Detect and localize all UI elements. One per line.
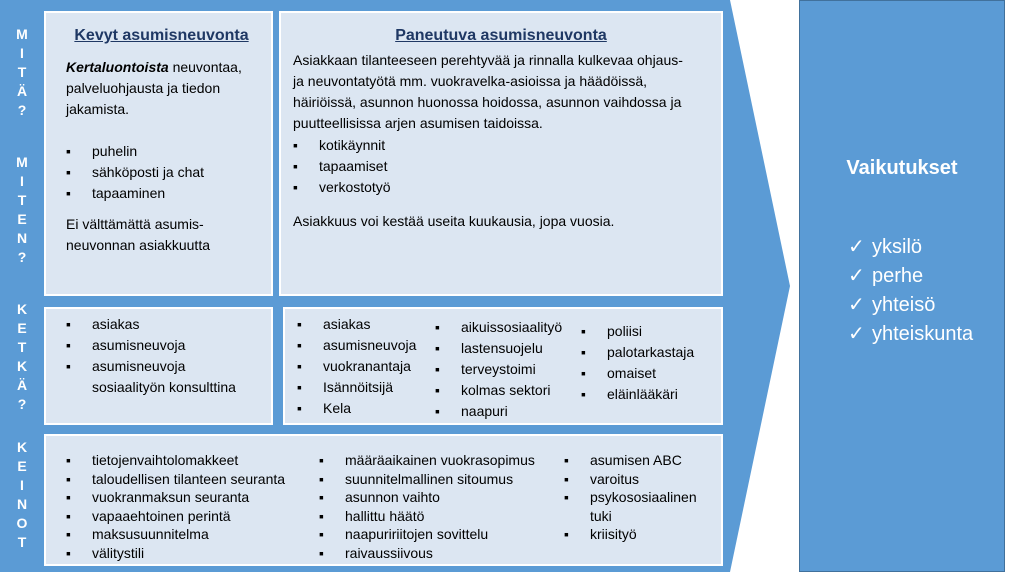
side-label-char: Ä	[16, 377, 28, 393]
list-item: ▪ tietojenvaihtolomakkeet	[66, 451, 285, 470]
effect-label: perhe	[872, 265, 924, 287]
who-deep-col1	[297, 314, 416, 419]
list-item: ▪ kriisityö	[564, 525, 704, 544]
side-label-char: N	[16, 230, 28, 246]
means-col2	[319, 451, 535, 562]
side-label-char: M	[16, 154, 28, 170]
effects-title: Vaikutukset	[846, 157, 958, 179]
side-label-char: K	[16, 301, 28, 317]
list-item: ▪ määräaikainen vuokrasopimus	[319, 451, 535, 470]
list-item: ▪ maksusuunnitelma	[66, 525, 285, 544]
deep-counseling-note: Asiakkuus voi kestää useita kuukausia, jopa vuosia.	[293, 213, 615, 229]
side-label-char: N	[16, 496, 28, 512]
list-item: ▪ naapuri	[435, 401, 562, 422]
side-label-char: I	[20, 477, 24, 493]
effect-label: yksilö	[872, 236, 923, 258]
list-item: ▪ aikuissosiaalityö	[435, 317, 562, 338]
light-counseling-channels	[66, 141, 257, 204]
side-label-keinot	[8, 438, 36, 552]
list-item: ▪ Isännöitsijä	[297, 377, 416, 398]
light-counseling-intro: Kertaluontoista neuvontaa, palveluohjausta ja tiedon jakamista.	[66, 59, 242, 117]
list-item: ▪ asumisneuvoja	[66, 335, 261, 356]
list-item: ▪ lastensuojelu	[435, 338, 562, 359]
check-icon: ✓	[848, 236, 865, 258]
list-item: ▪ asumisen ABC	[564, 451, 704, 470]
effects-list	[848, 233, 973, 349]
side-label-char: O	[16, 515, 28, 531]
list-item: ▪ varoitus	[564, 470, 704, 489]
side-label-char: E	[17, 211, 27, 227]
side-label-char: I	[20, 173, 24, 189]
side-label-char: I	[20, 45, 24, 61]
deep-counseling-box	[279, 11, 723, 296]
light-counseling-box	[44, 11, 273, 296]
list-item: ▪ tapaamiset	[293, 156, 709, 177]
side-label-char: T	[17, 534, 27, 550]
side-label-mita	[8, 25, 36, 120]
side-label-char: Ä	[16, 83, 28, 99]
list-item: ▪ palotarkastaja	[581, 342, 694, 363]
deep-counseling-intro: Asiakkaan tilanteeseen perehtyvää ja rinnalla kulkevaa ohjaus- ja neuvontatyötä mm. vuokravelka-asioissa ja häädöissä, häiriöissä, asunnon huonossa hoidossa, asunnon vaihdossa ja puutteellisissa arjen asumisen taidoissa.	[293, 52, 683, 131]
effect-label: yhteisö	[872, 294, 936, 316]
effect-item	[848, 233, 973, 262]
side-label-char: ?	[17, 249, 27, 265]
side-label-char: K	[16, 439, 28, 455]
side-label-char: T	[17, 64, 27, 80]
list-item: ▪ psykososiaalinen tuki	[564, 488, 704, 525]
side-label-miten	[8, 153, 36, 267]
list-item: ▪ vapaaehtoinen perintä	[66, 507, 285, 526]
light-counseling-note: Ei välttämättä asumis-neuvonnan asiakkuutta	[66, 216, 210, 253]
list-item: ▪ tapaaminen	[66, 183, 257, 204]
side-label-char: T	[17, 192, 27, 208]
effect-item	[848, 320, 973, 349]
check-icon: ✓	[848, 294, 865, 316]
list-item: ▪ verkostotyö	[293, 177, 709, 198]
means-col3	[564, 451, 704, 544]
list-item: ▪ eläinlääkäri	[581, 384, 694, 405]
light-counseling-title: Kevyt asumisneuvonta	[74, 27, 249, 44]
side-label-ketka	[8, 300, 36, 414]
list-item: ▪ vuokranmaksun seuranta	[66, 488, 285, 507]
check-icon: ✓	[848, 265, 865, 287]
list-item: ▪ taloudellisen tilanteen seuranta	[66, 470, 285, 489]
side-label-char: E	[17, 320, 27, 336]
list-item: ▪ raivaussiivous	[319, 544, 535, 563]
who-deep-col3	[581, 321, 694, 405]
who-deep-col2	[435, 317, 562, 422]
check-icon: ✓	[848, 323, 865, 345]
side-label-char: T	[17, 339, 27, 355]
list-item: ▪ poliisi	[581, 321, 694, 342]
means-col1	[66, 451, 285, 562]
list-item: ▪ välitystili	[66, 544, 285, 563]
list-item: ▪ kolmas sektori	[435, 380, 562, 401]
who-light-list	[66, 314, 261, 398]
list-item: ▪ kotikäynnit	[293, 135, 709, 156]
side-label-char: K	[16, 358, 28, 374]
effects-panel	[799, 0, 1005, 572]
side-label-char: M	[16, 26, 28, 42]
list-item: ▪ suunnitelmallinen sitoumus	[319, 470, 535, 489]
side-label-char: ?	[17, 102, 27, 118]
who-deep-box	[283, 307, 723, 425]
list-item: ▪ puhelin	[66, 141, 257, 162]
effect-item	[848, 291, 973, 320]
list-item: ▪ hallittu häätö	[319, 507, 535, 526]
side-label-char: ?	[17, 396, 27, 412]
deep-counseling-methods	[293, 135, 709, 198]
list-item: ▪ omaiset	[581, 363, 694, 384]
effect-label: yhteiskunta	[872, 323, 974, 345]
list-item: ▪ sähköposti ja chat	[66, 162, 257, 183]
list-item: ▪ naapuririitojen sovittelu	[319, 525, 535, 544]
list-item: ▪ Kela	[297, 398, 416, 419]
list-item: ▪ terveystoimi	[435, 359, 562, 380]
side-label-char: E	[17, 458, 27, 474]
list-item: ▪ asunnon vaihto	[319, 488, 535, 507]
list-item: ▪ vuokranantaja	[297, 356, 416, 377]
list-item: ▪ asiakas	[66, 314, 261, 335]
deep-counseling-title: Paneutuva asumisneuvonta	[395, 27, 607, 44]
list-item: ▪ asiakas	[297, 314, 416, 335]
effect-item	[848, 262, 973, 291]
list-item: ▪ asumisneuvoja	[297, 335, 416, 356]
who-light-box	[44, 307, 273, 425]
means-box	[44, 434, 723, 566]
list-item: ▪ asumisneuvoja sosiaalityön konsulttina	[66, 356, 261, 398]
